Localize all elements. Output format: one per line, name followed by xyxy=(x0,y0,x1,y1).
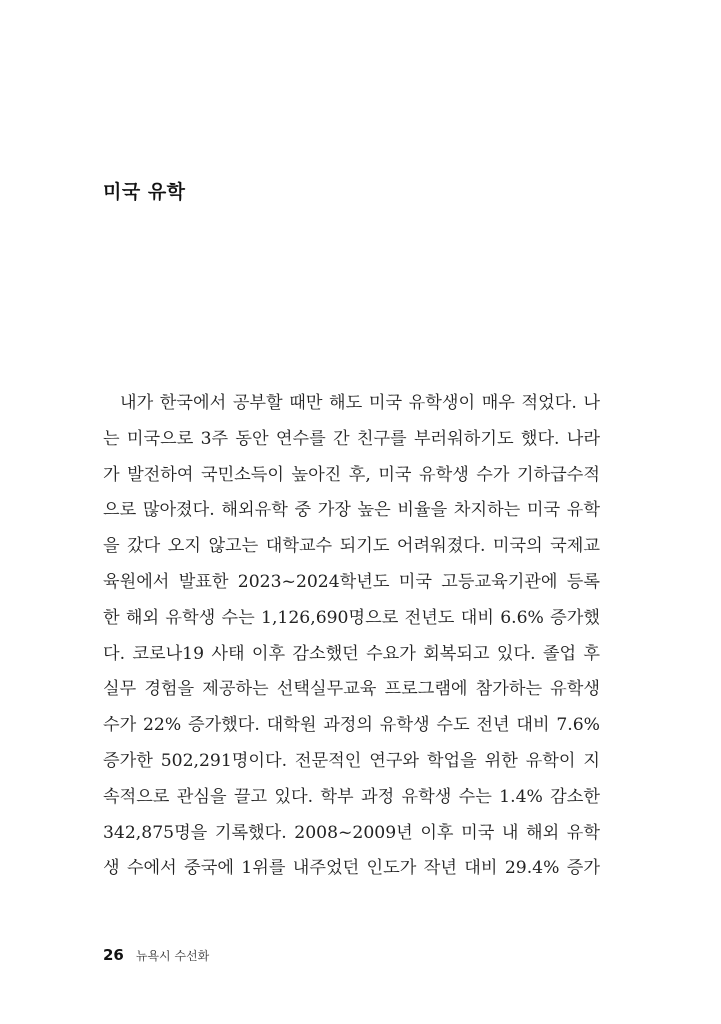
body-paragraph xyxy=(103,386,600,887)
text-line: 속적으로 관심을 끌고 있다. 학부 과정 유학생 수는 1.4% 감소한 xyxy=(103,786,600,807)
text-line: 한 해외 유학생 수는 1,126,690명으로 전년도 대비 6.6% 증가했 xyxy=(103,607,600,628)
text-line: 실무 경험을 제공하는 선택실무교육 프로그램에 참가하는 유학생 xyxy=(103,679,600,700)
text-line: 증가한 502,291명이다. 전문적인 연구와 학업을 위한 유학이 지 xyxy=(103,750,600,771)
page-footer xyxy=(103,946,209,964)
text-line: 는 미국으로 3주 동안 연수를 간 친구를 부러워하기도 했다. 나라 xyxy=(103,428,600,449)
page-number: 26 xyxy=(103,946,124,964)
text-line: 생 수에서 중국에 1위를 내주었던 인도가 작년 대비 29.4% 증가 xyxy=(103,858,600,879)
text-line: 다. 코로나19 사태 이후 감소했던 수요가 회복되고 있다. 졸업 후 xyxy=(103,643,600,664)
text-line: 으로 많아졌다. 해외유학 중 가장 높은 비율을 차지하는 미국 유학 xyxy=(103,500,600,521)
text-line: 342,875명을 기록했다. 2008~2009년 이후 미국 내 해외 유학 xyxy=(103,822,600,843)
text-line: 가 발전하여 국민소득이 높아진 후, 미국 유학생 수가 기하급수적 xyxy=(103,464,600,485)
text-line: 을 갔다 오지 않고는 대학교수 되기도 어려워졌다. 미국의 국제교 xyxy=(103,536,600,557)
running-header: 뉴욕시 수선화 xyxy=(135,949,210,963)
text-line: 수가 22% 증가했다. 대학원 과정의 유학생 수도 전년 대비 7.6% xyxy=(103,715,600,736)
text-line: 내가 한국에서 공부할 때만 해도 미국 유학생이 매우 적었다. 나 xyxy=(120,393,600,413)
chapter-title: 미국 유학 xyxy=(103,181,186,203)
text-line: 육원에서 발표한 2023~2024학년도 미국 고등교육기관에 등록 xyxy=(103,571,600,592)
